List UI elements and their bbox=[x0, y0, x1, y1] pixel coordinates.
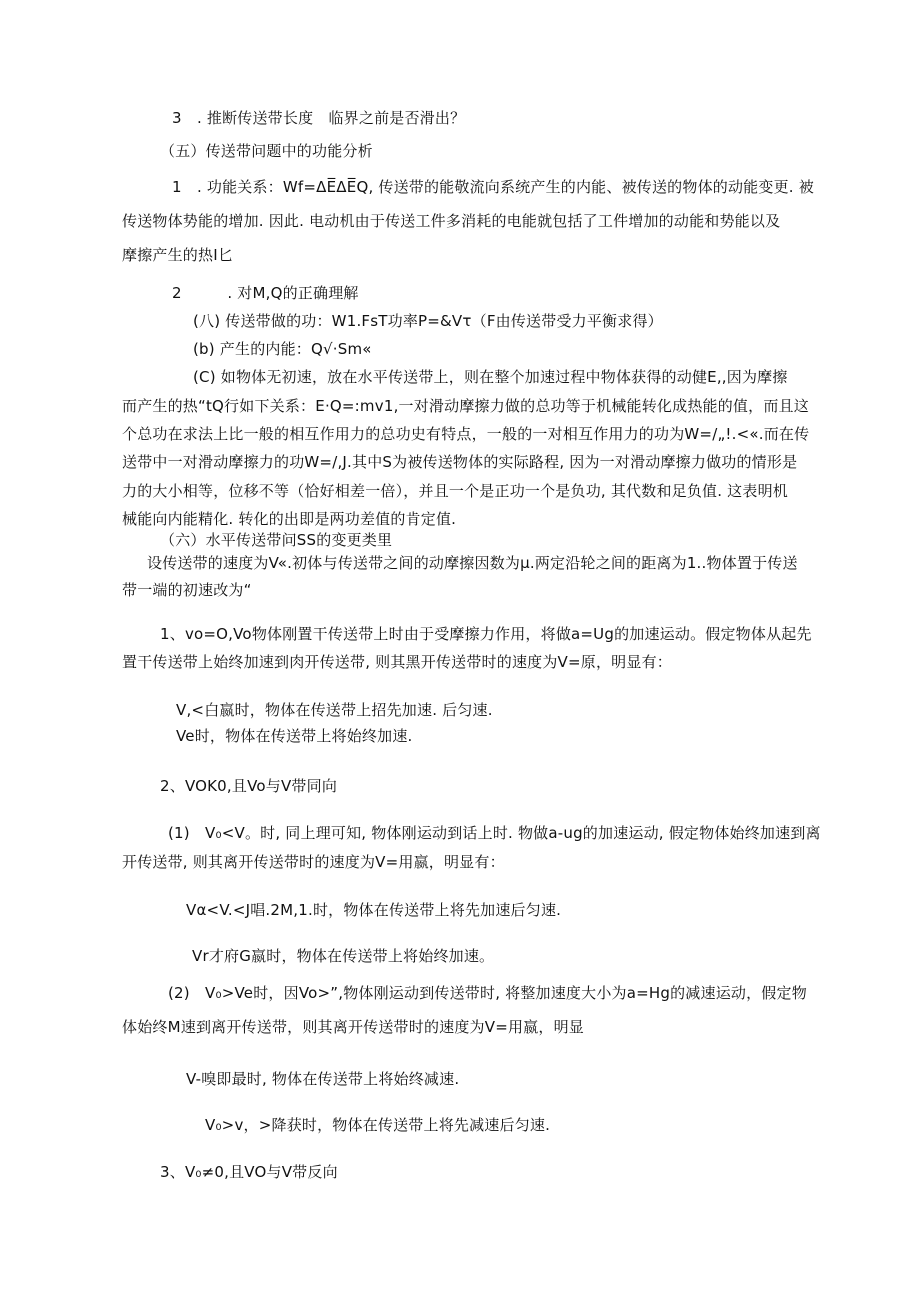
text-line: 摩擦产生的热I匕 bbox=[122, 246, 234, 264]
text-line: 2、VOK0,且Vo与V带同向 bbox=[160, 777, 338, 795]
text-line: 开传送带, 则其离开传送带时的速度为V=用嬴，明显有： bbox=[122, 853, 505, 871]
section-heading: （五）传送带问题中的功能分析 bbox=[160, 142, 373, 160]
text-line: Ve时，物体在传送带上将始终加速. bbox=[176, 727, 413, 745]
text-line: 而产生的热“tQ行如下关系：E·Q=:mv1,一对滑动摩擦力做的总功等于机械能转化成热能的值，而且这 bbox=[122, 397, 809, 415]
text-line: 2 . 对M,Q的正确理解 bbox=[172, 284, 359, 302]
text-line: 力的大小相等，位移不等（恰好相差一倍），并且一个是正功一个是负功, 其代数和足负值. 这表明机 bbox=[122, 482, 788, 500]
text-line: 械能向内能精化. 转化的出即是两功差值的肯定值. bbox=[122, 510, 457, 528]
text-line: 个总功在求法上比一般的相互作用力的总功史有特点，一般的一对相互作用力的功为W=/„!.<«.而在传 bbox=[122, 425, 810, 443]
text-line: 置干传送带上始终加速到肉开传送带, 则其黑开传送带时的速度为V=原，明显有： bbox=[122, 653, 672, 671]
text-line: 送带中一对滑动摩擦力的功W=/,J.其中S为被传送物体的实际路程, 因为一对滑动摩擦力做功的情形是 bbox=[122, 453, 798, 471]
text-line: (b) 产生的内能：Q√·Sm« bbox=[193, 340, 372, 358]
text-line: (2) V₀>Ve时，因Vo>”,物体刚运动到传送带时, 将整加速度大小为a=Hg的减速运动，假定物 bbox=[168, 984, 807, 1002]
text-line: Vα<V.<J唱.2M,1.时，物体在传送带上将先加速后匀速. bbox=[186, 901, 562, 919]
text-line: V,<白嬴时，物体在传送带上招先加速. 后匀速. bbox=[176, 701, 493, 719]
text-line: Vr才府G嬴时，物体在传送带上将始终加速。 bbox=[192, 947, 495, 965]
section-heading: （六）水平传送带问SS的变更类里 bbox=[160, 531, 393, 549]
text-line: 3、V₀≠0,且VO与V带反向 bbox=[160, 1163, 338, 1181]
text-line: 1、vo=O,Vo物体刚置干传送带上时由于受摩擦力作用，将做a=Ug的加速运动。假定物体从起先 bbox=[160, 625, 812, 643]
text-line: V₀>v，>降获时，物体在传送带上将先减速后匀速. bbox=[205, 1116, 551, 1134]
text-line: (C) 如物体无初速，放在水平传送带上，则在整个加速过程中物体获得的动健E,,因为摩擦 bbox=[193, 368, 788, 386]
text-line: 体始终M速到离开传送带，则其离开传送带时的速度为V=用嬴，明显 bbox=[122, 1018, 584, 1036]
text-line: V-嗅即最时, 物体在传送带上将始终减速. bbox=[186, 1070, 460, 1088]
text-line: 1 . 功能关系：Wf=ΔE̅ΔE̅Q, 传送带的能敬流向系统产生的内能、被传送的物体的动能变更. 被 bbox=[172, 178, 814, 196]
text-line: 3 . 推断传送带长度 临界之前是否滑出？ bbox=[172, 109, 466, 127]
text-line: (1) V₀<V。时, 同上理可知, 物体刚运动到话上时. 物做a-ug的加速运动, 假定物体始终加速到离 bbox=[168, 824, 821, 842]
text-line: 传送物体势能的增加. 因此. 电动机由于传送工件多消耗的电能就包括了工件增加的动能和势能以及 bbox=[122, 212, 781, 230]
text-line: (八) 传送带做的功：W1.FsT功率P=&Vτ（F由传送带受力平衡求得） bbox=[193, 312, 663, 330]
text-line: 设传送带的速度为V«.初体与传送带之间的动摩擦因数为μ.两定沿轮之间的距离为1..物体置于传送 bbox=[147, 554, 798, 572]
text-line: 带一端的初速改为“ bbox=[122, 581, 252, 599]
